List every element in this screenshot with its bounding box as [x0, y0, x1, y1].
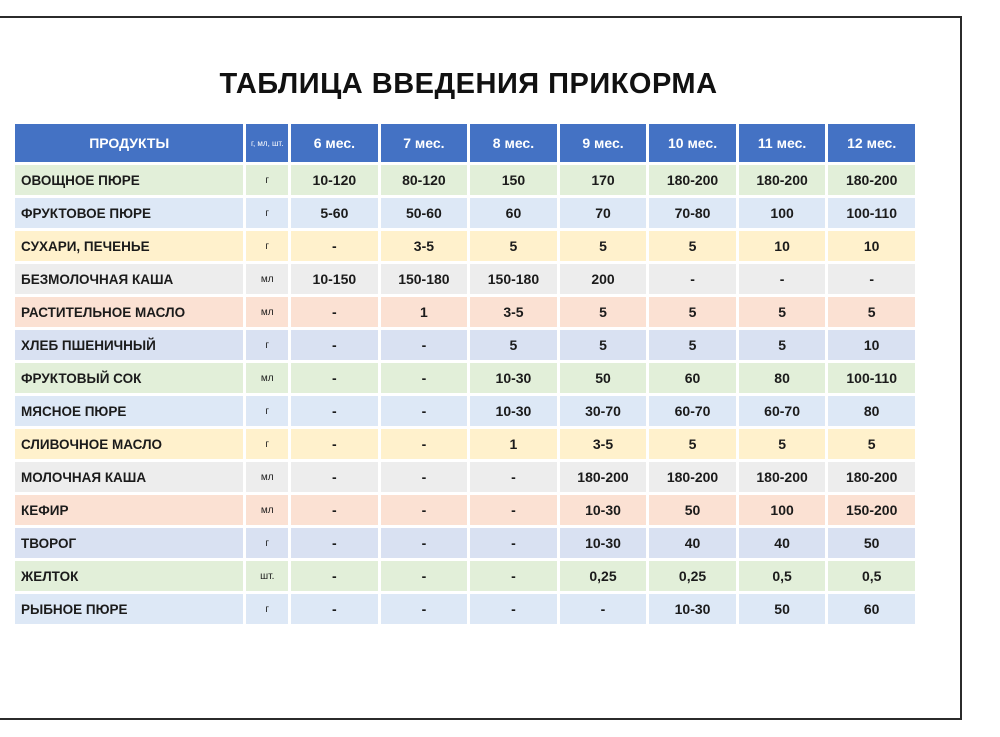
amount-cell: 40	[739, 528, 826, 558]
amount-cell: -	[291, 330, 378, 360]
header-units: г, мл, шт.	[246, 124, 288, 162]
table-row	[15, 231, 915, 261]
amount-cell: 5	[828, 429, 915, 459]
product-name-cell: РАСТИТЕЛЬНОЕ МАСЛО	[15, 297, 243, 327]
amount-cell: -	[828, 264, 915, 294]
table-header-row	[15, 124, 915, 162]
header-month-7: 7 мес.	[381, 124, 468, 162]
amount-cell: 0,25	[649, 561, 736, 591]
amount-cell: -	[470, 594, 557, 624]
unit-cell: шт.	[246, 561, 288, 591]
product-name-cell: ЖЕЛТОК	[15, 561, 243, 591]
unit-cell: мл	[246, 363, 288, 393]
amount-cell: 10-150	[291, 264, 378, 294]
amount-cell: -	[291, 495, 378, 525]
amount-cell: 80	[739, 363, 826, 393]
unit-cell: г	[246, 198, 288, 228]
amount-cell: 5	[560, 330, 647, 360]
amount-cell: 5	[649, 297, 736, 327]
amount-cell: -	[381, 462, 468, 492]
amount-cell: 0,5	[828, 561, 915, 591]
amount-cell: 10	[828, 231, 915, 261]
amount-cell: 180-200	[649, 165, 736, 195]
product-name-cell: ФРУКТОВОЕ ПЮРЕ	[15, 198, 243, 228]
product-name-cell: ТВОРОГ	[15, 528, 243, 558]
amount-cell: 10-30	[470, 363, 557, 393]
amount-cell: -	[291, 231, 378, 261]
amount-cell: 5	[560, 297, 647, 327]
header-products: ПРОДУКТЫ	[15, 124, 243, 162]
amount-cell: 60	[828, 594, 915, 624]
amount-cell: 100	[739, 198, 826, 228]
amount-cell: -	[739, 264, 826, 294]
amount-cell: 0,5	[739, 561, 826, 591]
table-row	[15, 495, 915, 525]
amount-cell: 70-80	[649, 198, 736, 228]
amount-cell: -	[470, 462, 557, 492]
amount-cell: 10-30	[560, 495, 647, 525]
amount-cell: 100-110	[828, 363, 915, 393]
amount-cell: 170	[560, 165, 647, 195]
unit-cell: г	[246, 330, 288, 360]
amount-cell: 50	[560, 363, 647, 393]
amount-cell: 180-200	[739, 165, 826, 195]
amount-cell: 0,25	[560, 561, 647, 591]
amount-cell: 5	[739, 297, 826, 327]
product-name-cell: БЕЗМОЛОЧНАЯ КАША	[15, 264, 243, 294]
amount-cell: -	[381, 594, 468, 624]
header-month-6: 6 мес.	[291, 124, 378, 162]
unit-cell: г	[246, 594, 288, 624]
product-name-cell: МЯСНОЕ ПЮРЕ	[15, 396, 243, 426]
amount-cell: -	[381, 330, 468, 360]
product-name-cell: СЛИВОЧНОЕ МАСЛО	[15, 429, 243, 459]
amount-cell: 3-5	[560, 429, 647, 459]
amount-cell: 5	[739, 429, 826, 459]
amount-cell: 5	[649, 429, 736, 459]
table-row	[15, 561, 915, 591]
amount-cell: -	[381, 363, 468, 393]
table-row	[15, 396, 915, 426]
amount-cell: -	[470, 528, 557, 558]
header-month-10: 10 мес.	[649, 124, 736, 162]
amount-cell: 5	[470, 231, 557, 261]
table-row	[15, 594, 915, 624]
amount-cell: -	[291, 561, 378, 591]
amount-cell: 30-70	[560, 396, 647, 426]
table-row	[15, 330, 915, 360]
amount-cell: 50	[649, 495, 736, 525]
unit-cell: г	[246, 231, 288, 261]
unit-cell: мл	[246, 462, 288, 492]
amount-cell: -	[560, 594, 647, 624]
amount-cell: 150-200	[828, 495, 915, 525]
amount-cell: -	[381, 429, 468, 459]
table-row	[15, 528, 915, 558]
product-name-cell: МОЛОЧНАЯ КАША	[15, 462, 243, 492]
amount-cell: 150-180	[470, 264, 557, 294]
unit-cell: г	[246, 429, 288, 459]
page-title: ТАБЛИЦА ВВЕДЕНИЯ ПРИКОРМА	[219, 68, 718, 100]
amount-cell: -	[381, 495, 468, 525]
amount-cell: 1	[381, 297, 468, 327]
header-month-8: 8 мес.	[470, 124, 557, 162]
unit-cell: г	[246, 165, 288, 195]
amount-cell: 180-200	[560, 462, 647, 492]
amount-cell: 5	[828, 297, 915, 327]
product-name-cell: ХЛЕБ ПШЕНИЧНЫЙ	[15, 330, 243, 360]
amount-cell: 60-70	[739, 396, 826, 426]
amount-cell: 100-110	[828, 198, 915, 228]
amount-cell: 10	[828, 330, 915, 360]
amount-cell: -	[470, 561, 557, 591]
table-row	[15, 429, 915, 459]
unit-cell: мл	[246, 495, 288, 525]
header-month-12: 12 мес.	[828, 124, 915, 162]
table-row	[15, 198, 915, 228]
product-name-cell: РЫБНОЕ ПЮРЕ	[15, 594, 243, 624]
amount-cell: 80-120	[381, 165, 468, 195]
amount-cell: 60	[649, 363, 736, 393]
amount-cell: 50	[828, 528, 915, 558]
amount-cell: 40	[649, 528, 736, 558]
amount-cell: 5	[470, 330, 557, 360]
amount-cell: -	[291, 297, 378, 327]
amount-cell: 10-30	[649, 594, 736, 624]
amount-cell: 50-60	[381, 198, 468, 228]
amount-cell: 10-120	[291, 165, 378, 195]
amount-cell: 3-5	[381, 231, 468, 261]
product-name-cell: СУХАРИ, ПЕЧЕНЬЕ	[15, 231, 243, 261]
amount-cell: -	[291, 396, 378, 426]
product-name-cell: КЕФИР	[15, 495, 243, 525]
amount-cell: 5-60	[291, 198, 378, 228]
amount-cell: 5	[739, 330, 826, 360]
amount-cell: -	[381, 396, 468, 426]
amount-cell: 180-200	[828, 165, 915, 195]
header-month-9: 9 мес.	[560, 124, 647, 162]
amount-cell: 100	[739, 495, 826, 525]
product-name-cell: ФРУКТОВЫЙ СОК	[15, 363, 243, 393]
unit-cell: г	[246, 396, 288, 426]
amount-cell: 1	[470, 429, 557, 459]
amount-cell: -	[291, 594, 378, 624]
unit-cell: г	[246, 528, 288, 558]
feeding-table	[12, 121, 918, 627]
amount-cell: 180-200	[739, 462, 826, 492]
unit-cell: мл	[246, 297, 288, 327]
header-month-11: 11 мес.	[739, 124, 826, 162]
amount-cell: -	[291, 363, 378, 393]
amount-cell: 180-200	[649, 462, 736, 492]
amount-cell: 5	[560, 231, 647, 261]
amount-cell: -	[291, 528, 378, 558]
amount-cell: 150-180	[381, 264, 468, 294]
amount-cell: 3-5	[470, 297, 557, 327]
amount-cell: -	[381, 528, 468, 558]
amount-cell: 60-70	[649, 396, 736, 426]
table-body	[15, 165, 915, 624]
amount-cell: -	[291, 462, 378, 492]
amount-cell: 80	[828, 396, 915, 426]
amount-cell: 200	[560, 264, 647, 294]
table-row	[15, 297, 915, 327]
amount-cell: -	[470, 495, 557, 525]
product-name-cell: ОВОЩНОЕ ПЮРЕ	[15, 165, 243, 195]
amount-cell: 5	[649, 330, 736, 360]
table-row	[15, 363, 915, 393]
unit-cell: мл	[246, 264, 288, 294]
amount-cell: 10-30	[560, 528, 647, 558]
amount-cell: 50	[739, 594, 826, 624]
amount-cell: 10-30	[470, 396, 557, 426]
amount-cell: -	[649, 264, 736, 294]
table-row	[15, 462, 915, 492]
amount-cell: -	[381, 561, 468, 591]
amount-cell: 10	[739, 231, 826, 261]
amount-cell: 60	[470, 198, 557, 228]
amount-cell: -	[291, 429, 378, 459]
amount-cell: 5	[649, 231, 736, 261]
amount-cell: 150	[470, 165, 557, 195]
amount-cell: 70	[560, 198, 647, 228]
table-row	[15, 165, 915, 195]
amount-cell: 180-200	[828, 462, 915, 492]
table-row	[15, 264, 915, 294]
